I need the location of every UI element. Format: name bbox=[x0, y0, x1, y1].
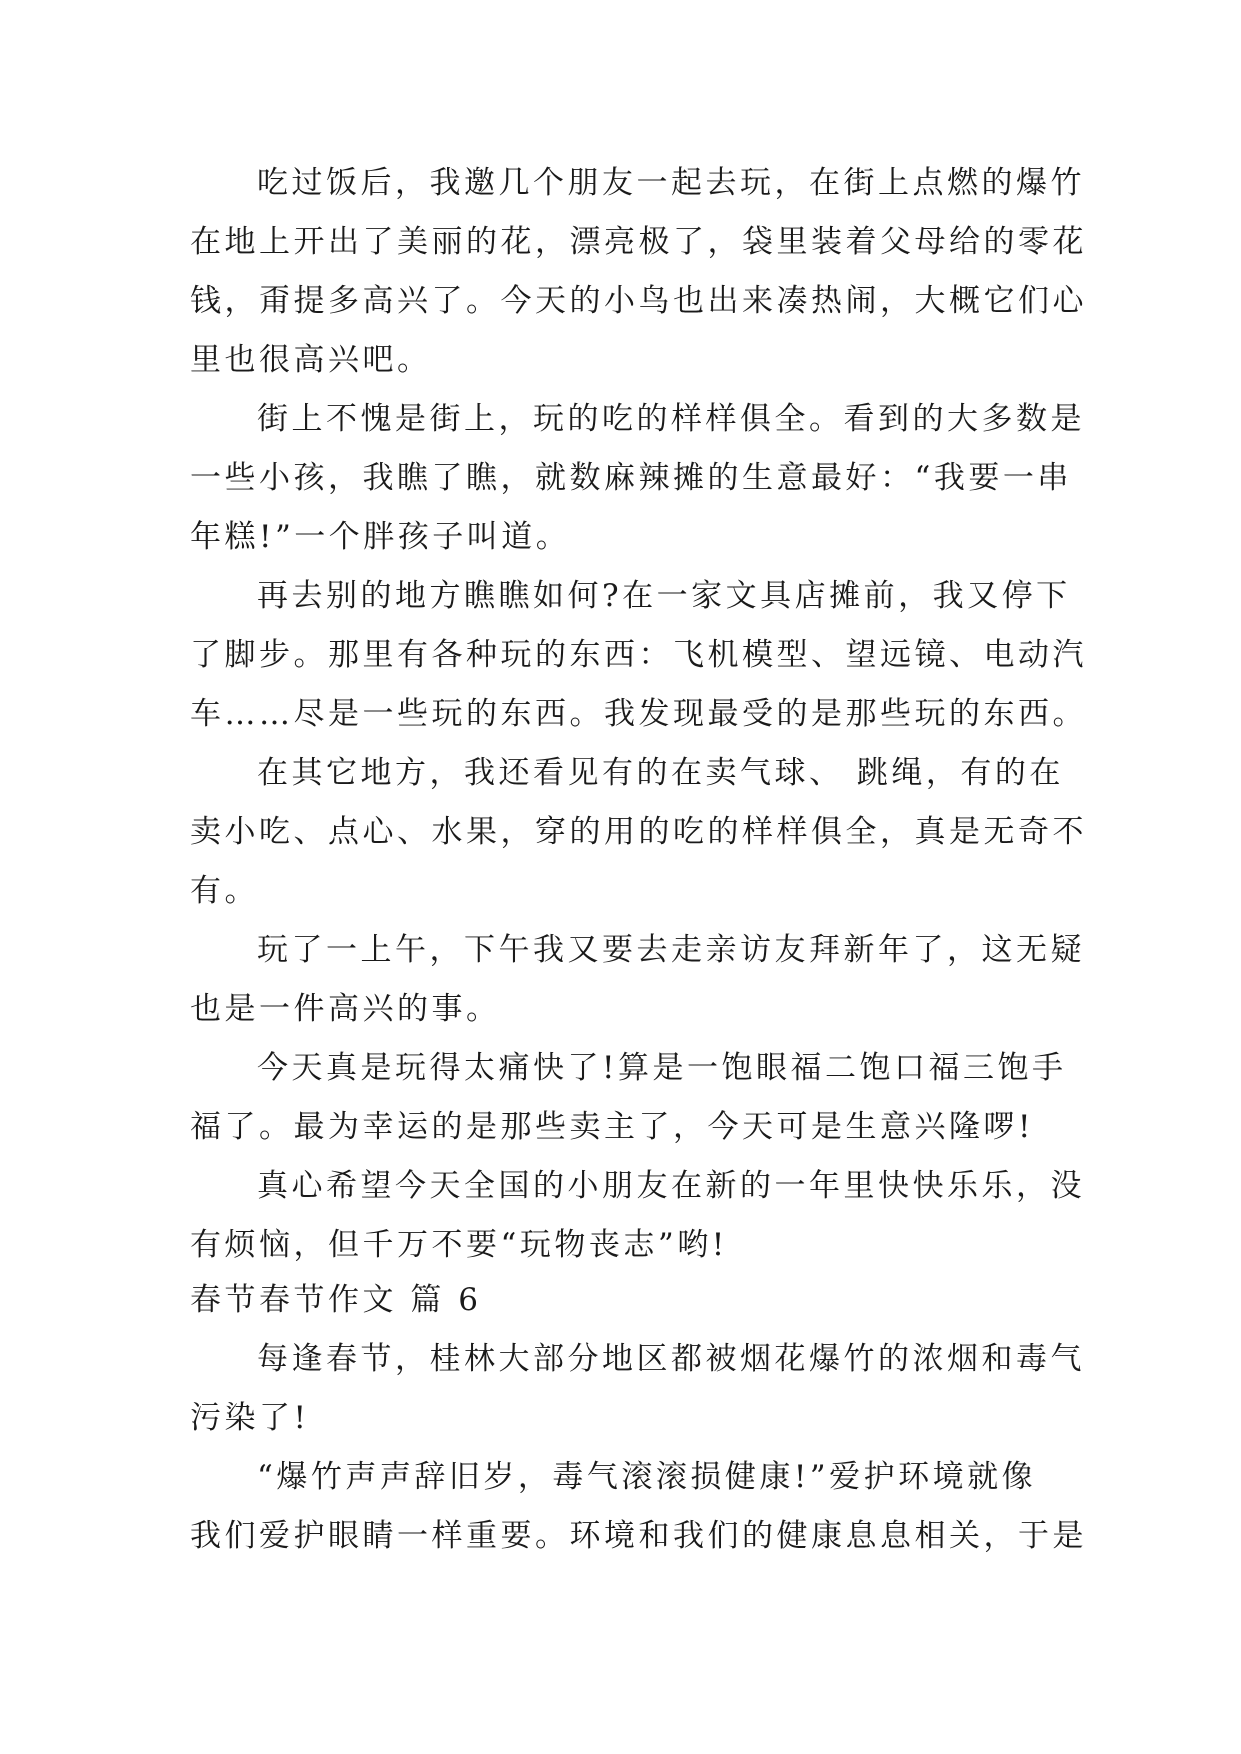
paragraph-line: 真心希望今天全国的小朋友在新的一年里快快乐乐，没 bbox=[257, 1168, 1085, 1204]
paragraph-line: 今天真是玩得太痛快了!算是一饱眼福二饱口福三饱手 bbox=[257, 1050, 1067, 1086]
paragraph-line: “爆竹声声辞旧岁，毒气滚滚损健康!”爱护环境就像 bbox=[257, 1459, 1037, 1495]
paragraph-line: 玩了一上午，下午我又要去走亲访友拜新年了，这无疑 bbox=[257, 932, 1085, 968]
paragraph-line: 里也很高兴吧。 bbox=[190, 342, 432, 378]
paragraph-line: 一些小孩，我瞧了瞧，就数麻辣摊的生意最好：“我要一串 bbox=[190, 460, 1072, 496]
paragraph-line: 污染了! bbox=[190, 1400, 310, 1436]
paragraph-line: 街上不愧是街上，玩的吃的样样俱全。看到的大多数是 bbox=[257, 401, 1085, 437]
paragraph-line: 年糕!”一个胖孩子叫道。 bbox=[190, 519, 571, 555]
paragraph-line: 卖小吃、点心、水果，穿的用的吃的样样俱全，真是无奇不 bbox=[190, 814, 1087, 850]
paragraph-line: 我们爱护眼睛一样重要。环境和我们的健康息息相关，于是 bbox=[190, 1518, 1087, 1554]
paragraph-line: 在地上开出了美丽的花，漂亮极了，袋里装着父母给的零花 bbox=[190, 224, 1087, 260]
paragraph-line: 了脚步。那里有各种玩的东西：飞机模型、望远镜、电动汽 bbox=[190, 637, 1087, 673]
paragraph-line: 也是一件高兴的事。 bbox=[190, 991, 501, 1027]
paragraph-line: 福了。最为幸运的是那些卖主了，今天可是生意兴隆啰! bbox=[190, 1109, 1034, 1145]
paragraph-line: 有。 bbox=[190, 873, 259, 909]
paragraph-line: 每逢春节，桂林大部分地区都被烟花爆竹的浓烟和毒气 bbox=[257, 1341, 1085, 1377]
paragraph-line: 吃过饭后，我邀几个朋友一起去玩，在街上点燃的爆竹 bbox=[257, 165, 1085, 201]
paragraph-line: 在其它地方，我还看见有的在卖气球、 跳绳，有的在 bbox=[257, 755, 1064, 791]
paragraph-line: 钱，甭提多高兴了。今天的小鸟也出来凑热闹，大概它们心 bbox=[190, 283, 1087, 319]
paragraph-line: 再去别的地方瞧瞧如何?在一家文具店摊前，我又停下 bbox=[257, 578, 1071, 614]
section-heading: 春节春节作文 篇 6 bbox=[190, 1282, 482, 1318]
paragraph-line: 车……尽是一些玩的东西。我发现最受的是那些玩的东西。 bbox=[190, 696, 1087, 732]
paragraph-line: 有烦恼，但千万不要“玩物丧志”哟! bbox=[190, 1227, 728, 1263]
